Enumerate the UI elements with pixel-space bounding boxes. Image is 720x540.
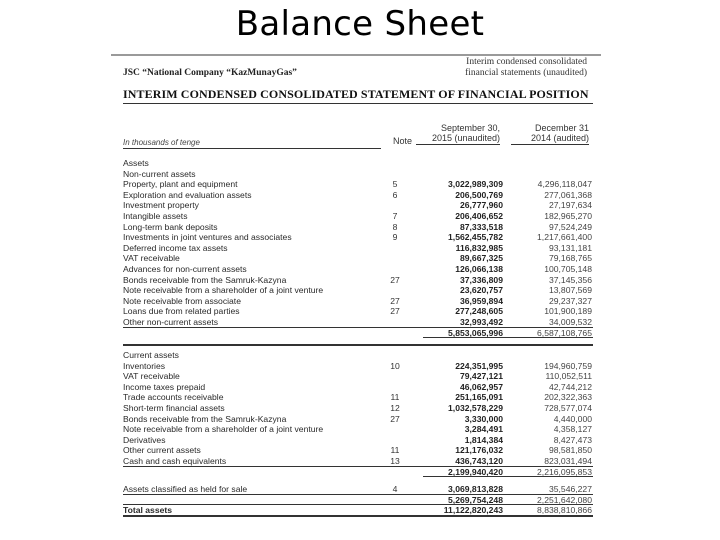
row-value-2015: 224,351,995 [455,360,503,371]
row-value-2014: 1,217,661,400 [537,232,592,243]
table-row [123,435,593,446]
row-value-2014: 823,031,494 [544,456,592,467]
current-plus-held-2014: 2,251,642,080 [537,494,592,505]
row-value-2014: 4,440,000 [553,413,592,424]
note-column-header: Note [393,136,413,146]
assets-heading: Assets [123,158,149,168]
table-row [123,317,593,328]
table-row [123,424,593,435]
row-label: Income taxes prepaid [123,381,206,392]
table-row [123,222,593,233]
table-row [123,392,593,403]
current-total-row [123,467,593,478]
row-note: 12 [390,403,400,414]
row-value-2014: 8,427,473 [553,434,592,445]
held-for-sale-row [123,484,593,495]
row-value-2015: 87,333,518 [459,221,503,232]
current-total-2015: 2,199,940,420 [448,466,503,477]
table-row [123,445,593,456]
non-current-heading: Non-current assets [123,168,196,179]
row-value-2015: 46,062,957 [459,381,503,392]
current-heading-row [123,350,593,361]
row-note: 8 [392,221,398,232]
row-value-2015: 436,743,120 [455,456,503,467]
title-divider [111,54,601,56]
row-value-2015: 121,176,032 [455,445,503,456]
row-value-2014: 4,358,127 [553,424,592,435]
row-value-2014: 37,145,356 [548,274,592,285]
row-label: Investment property [123,200,199,211]
row-label: Property, plant and equipment [123,179,238,190]
total-assets-2014: 8,838,810,866 [537,505,592,516]
row-value-2014: 728,577,074 [544,403,592,414]
row-value-2015: 3,022,989,309 [448,179,503,190]
row-note: 27 [390,306,400,317]
table-row [123,264,593,275]
statement-title: INTERIM CONDENSED CONSOLIDATED STATEMENT OF FINANCIAL POSITION [123,87,593,104]
table-row [123,382,593,393]
row-label: Long-term bank deposits [123,221,218,232]
row-label: Note receivable from associate [123,295,241,306]
current-total-2014: 2,216,095,853 [537,466,592,477]
row-note: 11 [390,392,400,403]
row-note: 6 [392,189,398,200]
non-current-total-2015: 5,853,065,996 [448,327,503,338]
row-value-2015: 1,814,384 [464,434,503,445]
row-label: VAT receivable [123,253,180,264]
row-value-2014: 100,705,148 [544,263,592,274]
table-row [123,275,593,286]
row-label: Note receivable from a shareholder of a joint venture [123,424,324,435]
interim-note-line-1: Interim condensed consolidated [466,57,587,67]
table-row [123,306,593,317]
row-value-2014: 34,009,532 [548,316,592,327]
table-row [123,414,593,425]
row-note: 27 [390,274,400,285]
row-note: 13 [390,456,400,467]
row-value-2014: 27,197,634 [548,200,592,211]
row-value-2015: 23,620,757 [459,285,503,296]
row-label: Inventories [123,360,166,371]
row-label: Other non-current assets [123,316,219,327]
dec-2014-header-line-2: 2014 (audited) [530,133,589,143]
row-value-2015: 116,832,985 [455,242,503,253]
section-divider [123,344,593,346]
row-value-2015: 1,032,578,229 [448,403,503,414]
table-row [123,232,593,243]
row-value-2014: 4,296,118,047 [537,179,592,190]
sep-2015-column-header [416,123,500,145]
row-label: Investments in joint ventures and associates [123,232,292,243]
row-note: 7 [392,210,398,221]
balance-sheet-document [111,54,601,540]
row-value-2015: 79,427,121 [459,371,503,382]
row-value-2014: 35,546,227 [548,484,592,495]
row-note: 27 [390,413,400,424]
row-note: 27 [390,295,400,306]
sep-2015-header-line-2: 2015 (unaudited) [431,133,500,143]
row-note: 4 [392,484,398,495]
row-label: Trade accounts receivable [123,392,224,403]
table-row [123,361,593,372]
unit-label: In thousands of tenge [123,138,381,149]
row-value-2014: 13,807,569 [548,285,592,296]
row-value-2015: 251,165,091 [455,392,503,403]
row-label: Deferred income tax assets [123,242,228,253]
row-label: Loans due from related parties [123,306,240,317]
row-value-2014: 98,581,850 [548,445,592,456]
row-label: Exploration and evaluation assets [123,189,252,200]
table-row [123,253,593,264]
row-label: Bonds receivable from the Samruk-Kazyna [123,413,287,424]
dec-2014-column-header [511,123,589,145]
table-row [123,243,593,254]
row-value-2014: 110,052,511 [545,371,592,382]
row-value-2014: 93,131,181 [548,242,592,253]
non-current-total-2014: 6,587,108,765 [537,327,592,338]
table-row [123,371,593,382]
row-value-2015: 3,284,491 [464,424,503,435]
table-row [123,179,593,190]
company-name: JSC “National Company “KazMunayGas” [123,68,297,78]
row-note: 11 [390,445,400,456]
row-value-2015: 3,069,813,828 [448,484,503,495]
row-value-2015: 37,336,809 [459,274,503,285]
row-label: Advances for non-current assets [123,263,247,274]
row-label: Note receivable from a shareholder of a joint venture [123,285,324,296]
row-note: 9 [392,232,398,243]
row-value-2014: 101,900,189 [544,306,592,317]
row-value-2015: 89,667,325 [459,253,503,264]
current-plus-held-row [123,495,593,506]
row-value-2015: 3,330,000 [464,413,503,424]
row-value-2015: 36,959,894 [459,295,503,306]
row-label: Short-term financial assets [123,403,225,414]
row-label: Bonds receivable from the Samruk-Kazyna [123,274,287,285]
statement-rows [123,158,593,516]
row-value-2015: 206,406,652 [455,210,503,221]
row-value-2014: 97,524,249 [548,221,592,232]
row-value-2015: 277,248,605 [455,306,503,317]
non-current-total-row [123,328,593,339]
dec-2014-header-line-1: December 31 [534,123,589,133]
row-value-2015: 206,500,769 [455,189,503,200]
interim-note-line-2: financial statements (unaudited) [465,68,587,78]
row-label: Cash and cash equivalents [123,456,227,467]
row-value-2015: 26,777,960 [459,200,503,211]
row-label: Derivatives [123,434,166,445]
assets-heading-row [123,158,593,169]
row-value-2014: 182,965,270 [544,210,592,221]
row-value-2014: 29,237,327 [548,295,592,306]
row-value-2015: 1,562,455,782 [448,232,503,243]
row-label: Assets classified as held for sale [123,484,248,495]
total-assets-label: Total assets [123,505,173,516]
interim-note [465,57,587,79]
row-value-2014: 42,744,212 [548,381,592,392]
table-row [123,190,593,201]
table-row [123,456,593,467]
row-value-2014: 79,168,765 [548,253,592,264]
table-row [123,200,593,211]
row-label: Other current assets [123,445,201,456]
row-note: 10 [390,360,400,371]
row-label: Intangible assets [123,210,188,221]
row-label: VAT receivable [123,371,180,382]
sep-2015-header-line-1: September 30, [440,123,500,133]
row-value-2015: 32,993,492 [459,316,503,327]
current-plus-held-2015: 5,269,754,248 [448,494,503,505]
row-value-2014: 202,322,363 [544,392,592,403]
table-row [123,403,593,414]
slide-title: Balance Sheet [235,4,485,44]
current-heading: Current assets [123,350,179,361]
total-assets-row [123,505,593,516]
row-value-2014: 277,061,368 [544,189,592,200]
non-current-heading-row [123,169,593,180]
table-row [123,296,593,307]
table-row [123,211,593,222]
row-value-2015: 126,066,138 [455,263,503,274]
row-value-2014: 194,960,759 [544,360,592,371]
total-assets-2015: 11,122,820,243 [443,505,503,516]
table-row [123,285,593,296]
row-note: 5 [392,179,398,190]
